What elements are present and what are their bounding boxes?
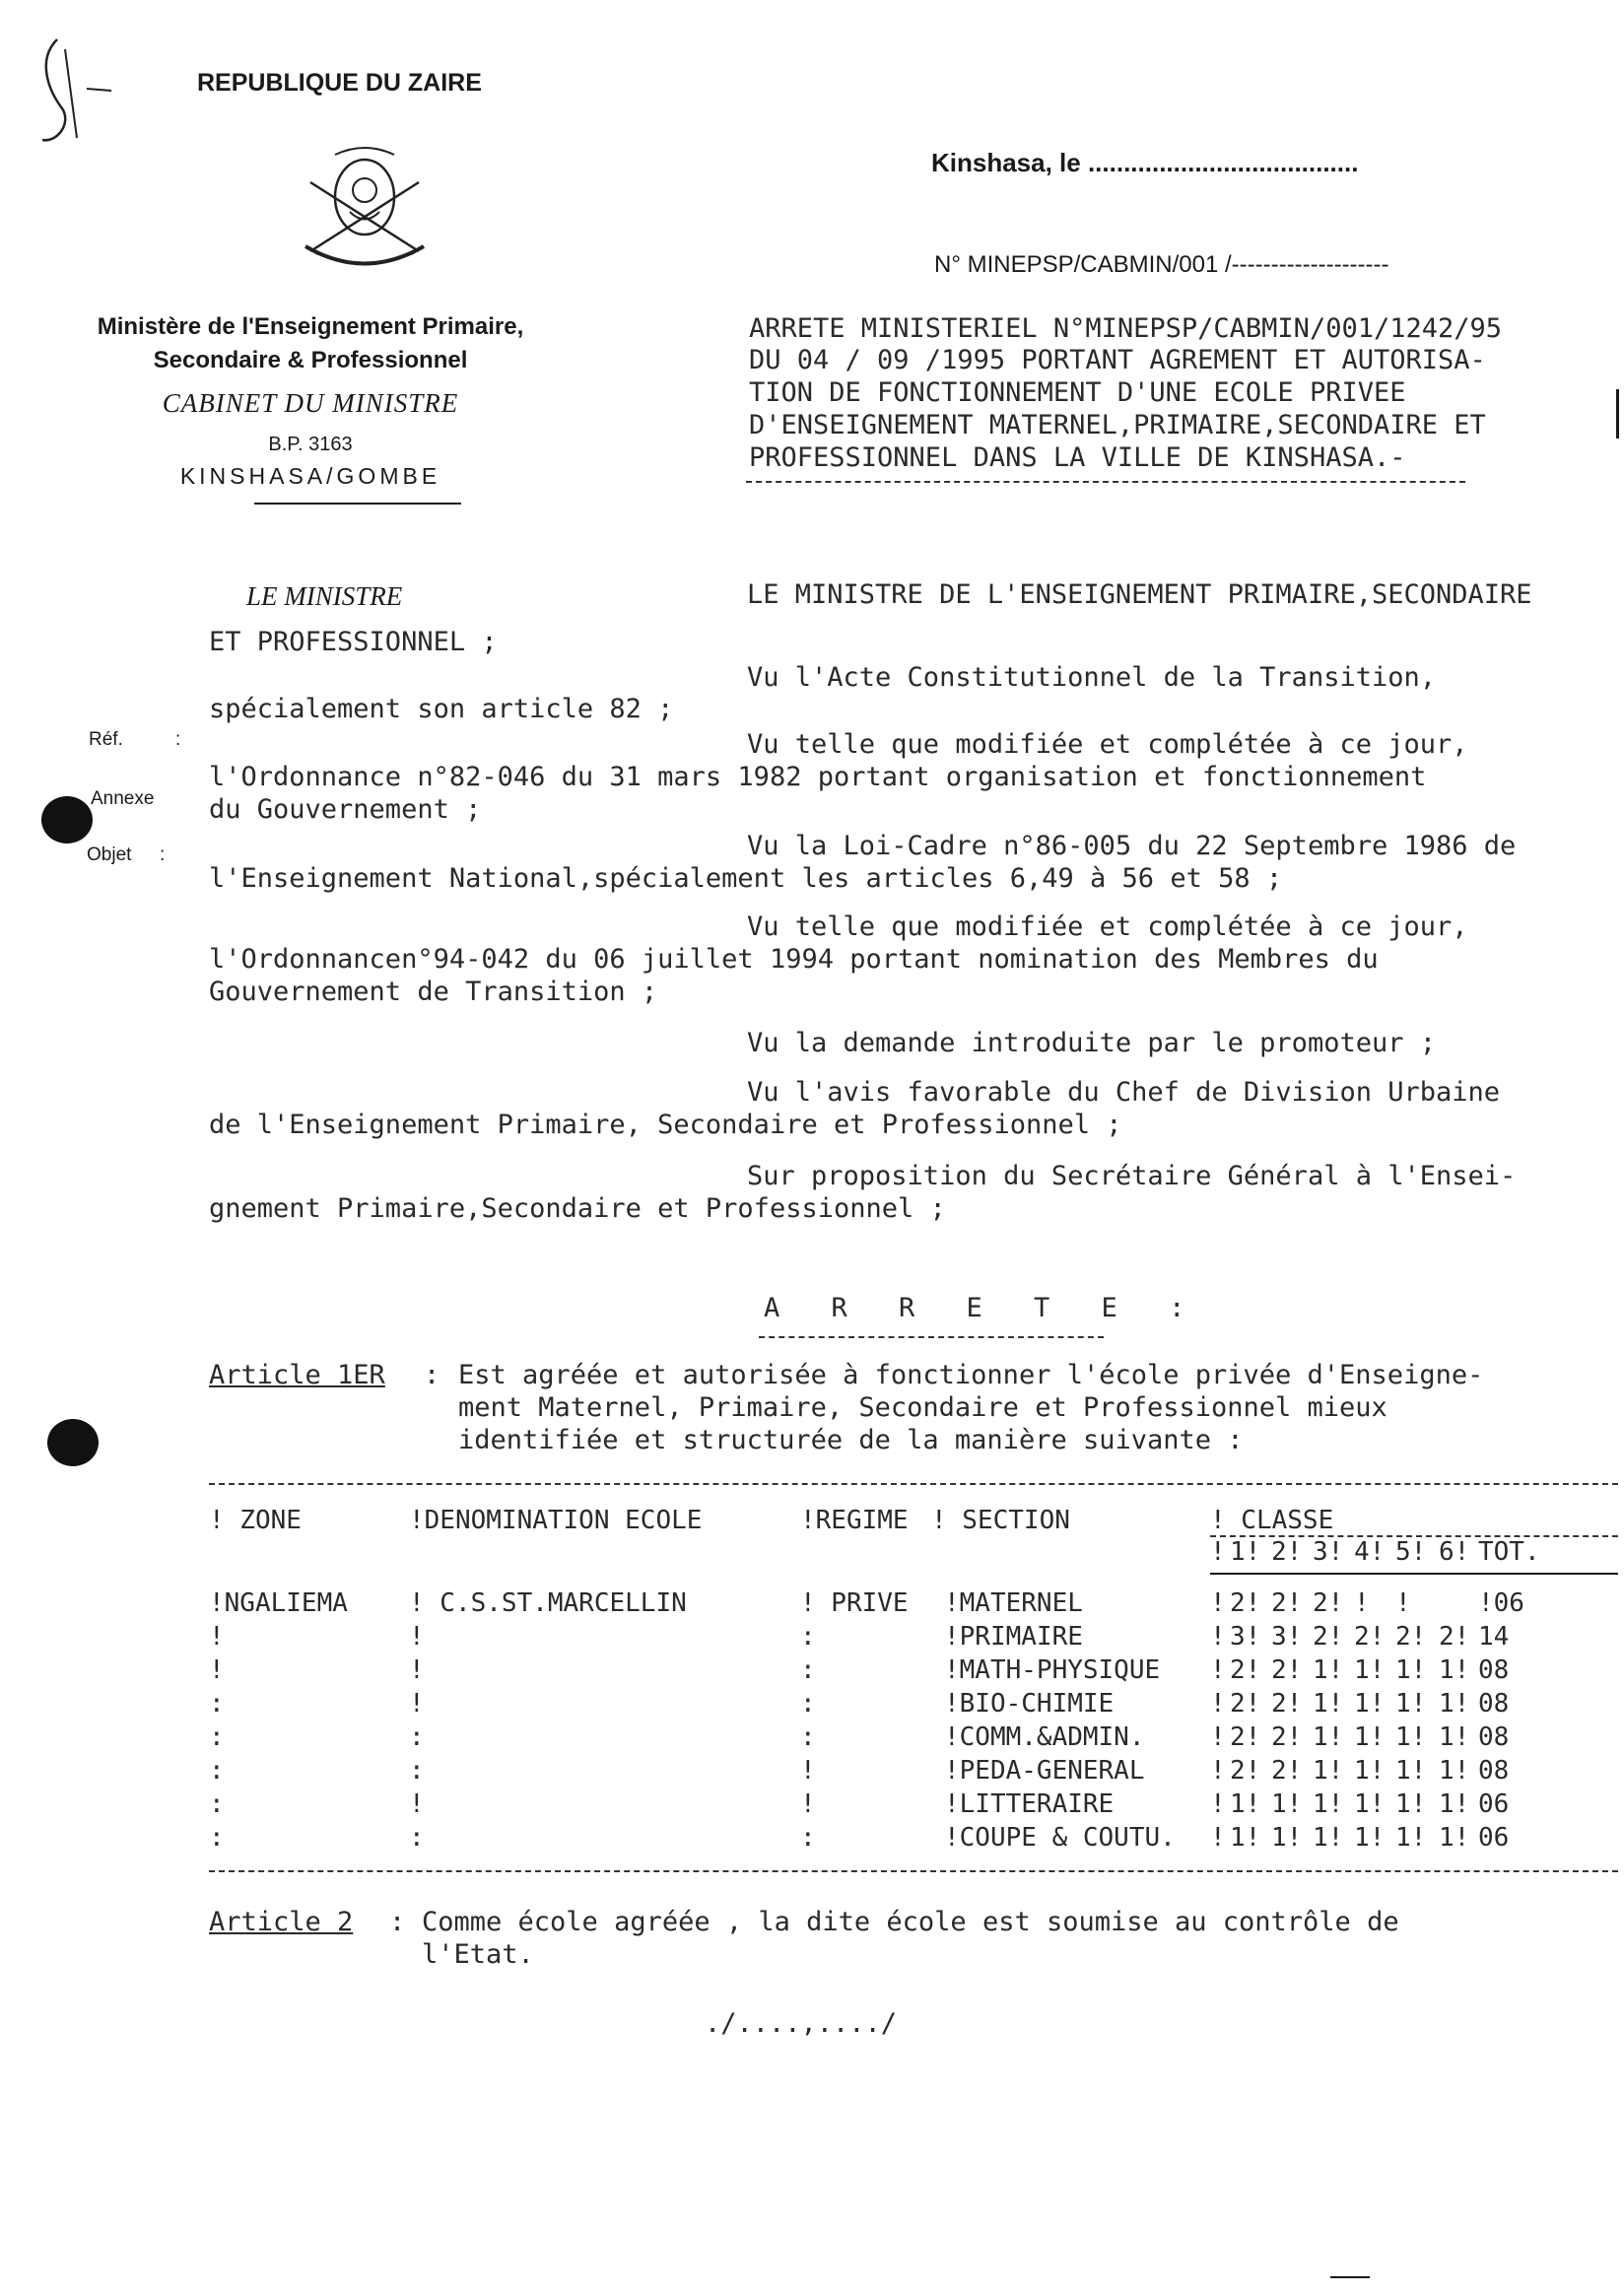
header-classe: ! CLASSE <box>1210 1506 1334 1535</box>
table-top-rule <box>209 1483 1618 1485</box>
cell-row-prefix: ! <box>1210 1655 1226 1685</box>
ref-label: Réf. <box>89 729 123 750</box>
reference-number: N° MINEPSP/CABMIN/001 /-------------------- <box>934 251 1389 278</box>
continued-mark: ./....,..../ <box>705 2008 898 2039</box>
cell-section: !BIO-CHIMIE <box>944 1689 1115 1719</box>
article-1-line-3: identifiée et structurée de la manière suivante : <box>458 1425 1244 1455</box>
cell-class-count: 1! <box>1313 1756 1344 1786</box>
cabinet-label: CABINET DU MINISTRE <box>162 388 459 418</box>
class-header-cell: 6! <box>1439 1537 1470 1567</box>
cell-class-count: 1! <box>1354 1655 1386 1685</box>
cell-regime: ! PRIVE <box>800 1588 909 1618</box>
cell-class-count: 1! <box>1271 1823 1303 1853</box>
objet-label: Objet <box>87 844 132 865</box>
cell-total: 08 <box>1478 1756 1510 1786</box>
annexe-label: Annexe <box>91 788 155 809</box>
city-date: Kinshasa, le ...................................... <box>931 148 1359 177</box>
cell-row-prefix: ! <box>1210 1789 1226 1819</box>
cell-row-prefix: ! <box>1210 1588 1226 1618</box>
postal-box: B.P. 3163 <box>268 434 353 455</box>
cell-class-count: 1! <box>1395 1823 1427 1853</box>
cell-regime: ! <box>800 1789 816 1819</box>
class-header-cell: 1! <box>1230 1537 1261 1567</box>
cell-total: 06 <box>1478 1789 1510 1819</box>
vu-6: Vu l'avis favorable du Chef de Division Urbaine <box>747 1077 1501 1108</box>
cell-class-count: 1! <box>1395 1722 1427 1752</box>
ministry-line-2: Secondaire & Professionnel <box>153 347 468 373</box>
page-edge-mark <box>1330 2276 1370 2278</box>
cell-class-count: 1! <box>1313 1823 1344 1853</box>
article-2-line-1: Comme école agréée , la dite école est soumise au contrôle de <box>422 1907 1399 1937</box>
cell-class-count: 2! <box>1230 1689 1261 1719</box>
cell-class-count: 1! <box>1395 1789 1427 1819</box>
cell-class-count: 1! <box>1313 1722 1344 1752</box>
cell-class-count: 2! <box>1313 1622 1344 1652</box>
article-2-colon: : <box>389 1907 406 1937</box>
cell-class-count: 2! <box>1271 1655 1303 1685</box>
subject-underline <box>746 481 1465 483</box>
cell-denomination: ! <box>409 1655 425 1685</box>
arrete-underline <box>759 1336 1104 1338</box>
article-2-label: Article 2 <box>209 1907 354 1937</box>
article-1-line-2: ment Maternel, Primaire, Secondaire et Professionnel mieux <box>458 1392 1387 1423</box>
objet-colon: : <box>160 844 166 865</box>
cell-class-count: 1! <box>1354 1722 1386 1752</box>
cell-class-count: 2! <box>1230 1722 1261 1752</box>
cell-section: !PRIMAIRE <box>944 1622 1083 1652</box>
class-header-cell: 4! <box>1354 1537 1386 1567</box>
cell-section: !PEDA-GENERAL <box>944 1756 1145 1786</box>
cell-class-count: 1! <box>1313 1655 1344 1685</box>
cell-total: 14 <box>1478 1622 1510 1652</box>
cell-class-count: 1! <box>1439 1823 1470 1853</box>
le-ministre: LE MINISTRE <box>246 581 403 611</box>
handwritten-mark-icon <box>18 30 116 158</box>
class-header-cell: TOT. <box>1478 1537 1540 1567</box>
vu-7: Sur proposition du Secrétaire Général à l'Ensei- <box>747 1161 1517 1191</box>
cell-row-prefix: ! <box>1210 1722 1226 1752</box>
cell-class-count: 2! <box>1395 1622 1427 1652</box>
cell-class-count: 1! <box>1230 1789 1261 1819</box>
cell-regime: : <box>800 1622 816 1652</box>
ministry-line-1: Ministère de l'Enseignement Primaire, <box>97 313 524 340</box>
cell-class-count: 3! <box>1230 1622 1261 1652</box>
subject-line-2: DU 04 / 09 /1995 PORTANT AGREMENT ET AUTORISA- <box>749 345 1486 375</box>
subject-line-3: TION DE FONCTIONNEMENT D'UNE ECOLE PRIVEE <box>749 377 1406 408</box>
cell-class-count: ! <box>1354 1588 1370 1618</box>
cell-class-count: 1! <box>1313 1789 1344 1819</box>
cell-section: !LITTERAIRE <box>944 1789 1115 1819</box>
cell-class-count: 1! <box>1354 1689 1386 1719</box>
vu-4-cont-2: Gouvernement de Transition ; <box>209 977 658 1007</box>
vu-3: Vu la Loi-Cadre n°86-005 du 22 Septembre 1986 de <box>747 831 1517 861</box>
class-header-underline <box>1210 1573 1618 1575</box>
cell-zone: : <box>209 1722 225 1752</box>
cell-zone: ! <box>209 1655 225 1685</box>
cell-zone: : <box>209 1689 225 1719</box>
cell-total: 08 <box>1478 1722 1510 1752</box>
cell-zone: ! <box>209 1622 225 1652</box>
vu-4-cont: l'Ordonnancen°94-042 du 06 juillet 1994 portant nomination des Membres du <box>209 944 1379 975</box>
subject-line-1: ARRETE MINISTERIEL N°MINEPSP/CABMIN/001/1242/95 <box>749 313 1503 344</box>
cell-section: !COMM.&ADMIN. <box>944 1722 1145 1752</box>
cell-class-count: ! <box>1395 1588 1411 1618</box>
vu-1-cont: spécialement son article 82 ; <box>209 694 674 724</box>
cell-class-count: 2! <box>1439 1622 1470 1652</box>
subject-line-4: D'ENSEIGNEMENT MATERNEL,PRIMAIRE,SECONDAIRE ET <box>749 410 1486 440</box>
cell-class-count: 1! <box>1439 1789 1470 1819</box>
header-section: ! SECTION <box>931 1506 1070 1535</box>
cell-class-count: 1! <box>1354 1789 1386 1819</box>
vu-3-cont: l'Enseignement National,spécialement les articles 6,49 à 56 et 58 ; <box>209 863 1283 894</box>
cell-class-count: 1! <box>1395 1655 1427 1685</box>
cell-section: !COUPE & COUTU. <box>944 1823 1176 1853</box>
cell-class-count: 2! <box>1271 1588 1303 1618</box>
minister-title-cont: ET PROFESSIONNEL ; <box>209 627 498 657</box>
cell-class-count: 2! <box>1230 1655 1261 1685</box>
subject-line-5: PROFESSIONNEL DANS LA VILLE DE KINSHASA.- <box>749 442 1406 473</box>
header-denomination: !DENOMINATION ECOLE <box>409 1506 703 1535</box>
cell-class-count: 2! <box>1271 1756 1303 1786</box>
cell-class-count: 1! <box>1313 1689 1344 1719</box>
arrete-heading: A R R E T E : <box>764 1293 1203 1323</box>
cell-total: 06 <box>1478 1823 1510 1853</box>
cell-regime: ! <box>800 1756 816 1786</box>
cell-row-prefix: ! <box>1210 1756 1226 1786</box>
vu-1: Vu l'Acte Constitutionnel de la Transition, <box>747 662 1436 693</box>
cell-class-count: 1! <box>1230 1823 1261 1853</box>
cell-class-count: 1! <box>1354 1756 1386 1786</box>
cell-zone: !NGALIEMA <box>209 1588 348 1618</box>
cell-zone: : <box>209 1789 225 1819</box>
cell-denomination: ! <box>409 1689 425 1719</box>
cell-section: !MATERNEL <box>944 1588 1083 1618</box>
cell-class-count: 2! <box>1230 1588 1261 1618</box>
cell-denomination: : <box>409 1756 425 1786</box>
vu-2: Vu telle que modifiée et complétée à ce jour, <box>747 729 1468 760</box>
class-header-cell: 5! <box>1395 1537 1427 1567</box>
class-header-cell: 2! <box>1271 1537 1303 1567</box>
cell-class-count: 1! <box>1439 1689 1470 1719</box>
cell-denomination: : <box>409 1722 425 1752</box>
cell-row-prefix: ! <box>1210 1823 1226 1853</box>
vu-7-cont: gnement Primaire,Secondaire et Professionnel ; <box>209 1193 946 1224</box>
ref-colon: : <box>175 729 181 750</box>
cell-class-count: 3! <box>1271 1622 1303 1652</box>
cell-zone: : <box>209 1756 225 1786</box>
cell-total: !06 <box>1478 1588 1524 1618</box>
cell-class-count: 1! <box>1271 1789 1303 1819</box>
cell-class-count: 1! <box>1395 1756 1427 1786</box>
punch-hole-bottom <box>47 1419 99 1466</box>
cell-regime: : <box>800 1655 816 1685</box>
table-bottom-rule <box>209 1870 1618 1872</box>
cell-class-count: 1! <box>1439 1722 1470 1752</box>
article-1-colon: : <box>424 1360 440 1390</box>
cell-denomination: ! C.S.ST.MARCELLIN <box>409 1588 687 1618</box>
cell-total: 08 <box>1478 1655 1510 1685</box>
cell-total: 08 <box>1478 1689 1510 1719</box>
vu-4: Vu telle que modifiée et complétée à ce jour, <box>747 911 1468 942</box>
cell-class-count: 2! <box>1271 1722 1303 1752</box>
cell-section: !MATH-PHYSIQUE <box>944 1655 1161 1685</box>
cell-class-count: 2! <box>1230 1756 1261 1786</box>
header-zone: ! ZONE <box>209 1506 302 1535</box>
vu-6-cont: de l'Enseignement Primaire, Secondaire et Professionnel ; <box>209 1110 1122 1140</box>
vu-5: Vu la demande introduite par le promoteur ; <box>747 1028 1436 1058</box>
punch-hole-top <box>41 796 93 843</box>
class-header-prefix: ! <box>1210 1537 1226 1567</box>
class-header-cell: 3! <box>1313 1537 1344 1567</box>
cell-denomination: ! <box>409 1789 425 1819</box>
article-2-line-2: l'Etat. <box>422 1939 534 1970</box>
cell-class-count: 2! <box>1354 1622 1386 1652</box>
article-1-label: Article 1ER <box>209 1360 385 1390</box>
vu-2-cont: l'Ordonnance n°82-046 du 31 mars 1982 portant organisation et fonctionnement <box>209 762 1427 792</box>
minister-title: LE MINISTRE DE L'ENSEIGNEMENT PRIMAIRE,SECONDAIRE <box>747 579 1532 610</box>
cell-class-count: 2! <box>1313 1588 1344 1618</box>
cell-denomination: : <box>409 1823 425 1853</box>
header-underline <box>254 503 461 505</box>
cell-row-prefix: ! <box>1210 1689 1226 1719</box>
cell-row-prefix: ! <box>1210 1622 1226 1652</box>
cell-regime: : <box>800 1689 816 1719</box>
city-label: KINSHASA/GOMBE <box>179 463 441 489</box>
cell-regime: : <box>800 1722 816 1752</box>
header-regime: !REGIME <box>800 1506 909 1535</box>
cell-regime: : <box>800 1823 816 1853</box>
cell-class-count: 1! <box>1395 1689 1427 1719</box>
cell-class-count: 1! <box>1439 1756 1470 1786</box>
cell-class-count: 1! <box>1439 1655 1470 1685</box>
cell-denomination: ! <box>409 1622 425 1652</box>
cell-zone: : <box>209 1823 225 1853</box>
cell-class-count: 2! <box>1271 1689 1303 1719</box>
article-1-line-1: Est agréée et autorisée à fonctionner l'école privée d'Enseigne- <box>458 1360 1484 1390</box>
margin-mark <box>1616 389 1619 439</box>
vu-2-cont-2: du Gouvernement ; <box>209 794 482 825</box>
coat-of-arms-icon <box>291 143 439 281</box>
republic-title: REPUBLIQUE DU ZAIRE <box>197 69 482 97</box>
cell-class-count: 1! <box>1354 1823 1386 1853</box>
